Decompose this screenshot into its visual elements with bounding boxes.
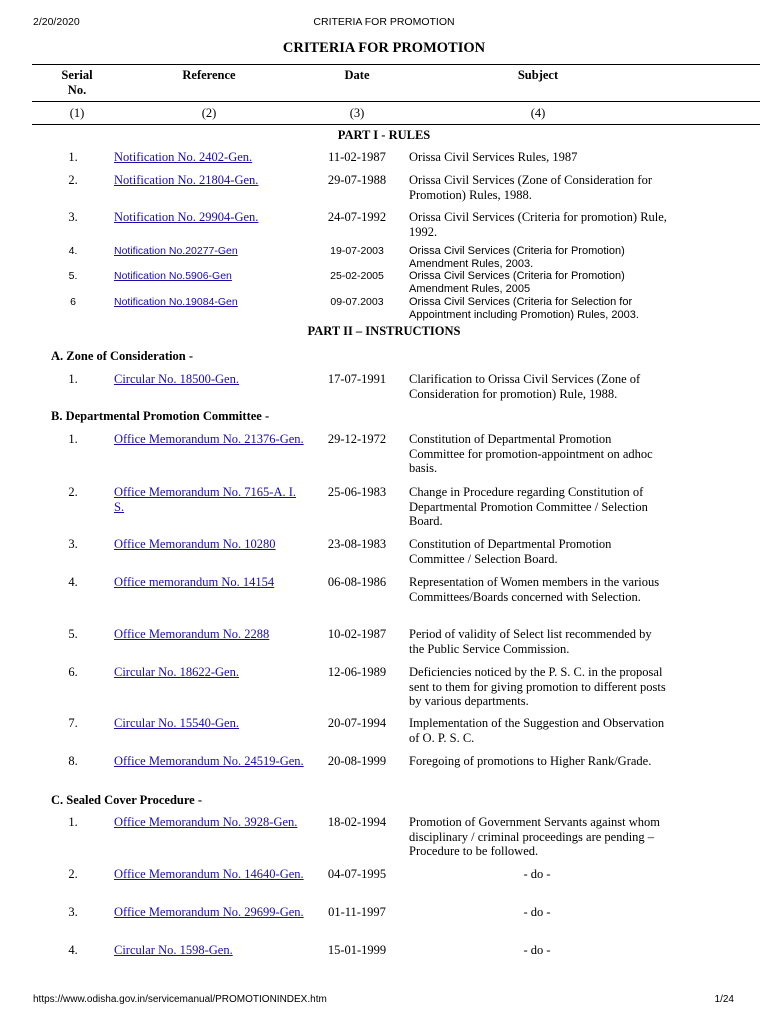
- serial-no: 7.: [68, 716, 78, 730]
- col-num-1: (1): [69, 106, 85, 120]
- date-cell: 20-08-1999: [327, 754, 387, 768]
- date-cell: 15-01-1999: [327, 943, 387, 957]
- section-b-title: B. Departmental Promotion Committee -: [51, 409, 270, 423]
- header-serial: Serial No.: [61, 68, 93, 97]
- subject-cell: Representation of Women members in the various Committees/Boards concerned with Selection.: [409, 575, 660, 604]
- part1-title: PART I - RULES: [337, 128, 431, 142]
- subject-cell: Implementation of the Suggestion and Observation of O. P. S. C.: [409, 716, 665, 745]
- subject-cell: Constitution of Departmental Promotion Committee for promotion-appointment on adhoc basis.: [409, 432, 653, 475]
- reference-link[interactable]: Office Memorandum No. 29699-Gen.: [114, 905, 304, 919]
- subject-cell: Orissa Civil Services Rules, 1987: [409, 150, 578, 164]
- subject-cell: Deficiencies noticed by the P. S. C. in the proposal sent to them for giving promotion to different posts by various departments.: [409, 665, 666, 708]
- reference-link[interactable]: Circular No. 18622-Gen.: [114, 665, 239, 679]
- reference-link[interactable]: Office Memorandum No. 14640-Gen.: [114, 867, 304, 881]
- reference-link[interactable]: Office Memorandum No. 10280: [114, 537, 276, 551]
- document-title: CRITERIA FOR PROMOTION: [282, 40, 486, 56]
- date-cell: 09-07.2003: [330, 296, 384, 308]
- reference-link[interactable]: Notification No. 2402-Gen.: [114, 150, 253, 164]
- subject-cell: Orissa Civil Services (Criteria for Selection for Appointment including Promotion) Rules, 2003.: [409, 296, 639, 321]
- reference-link[interactable]: Notification No.20277-Gen: [114, 245, 238, 257]
- subject-cell: - do -: [523, 867, 551, 881]
- subject-cell: Promotion of Government Servants against whom disciplinary / criminal proceedings are pending – Procedure to be followed.: [409, 815, 661, 858]
- reference-link[interactable]: Office Memorandum No. 3928-Gen.: [114, 815, 298, 829]
- numbers-rule: [32, 124, 760, 125]
- serial-no: 1.: [68, 815, 78, 829]
- subject-cell: - do -: [523, 905, 551, 919]
- serial-no: 1.: [68, 432, 78, 446]
- serial-no: 1.: [68, 372, 78, 386]
- section-a-title: A. Zone of Consideration -: [51, 349, 194, 363]
- header-subject: Subject: [517, 68, 559, 82]
- subject-cell: Constitution of Departmental Promotion Committee / Selection Board.: [409, 537, 612, 566]
- subject-cell: Clarification to Orissa Civil Services (Zone of Consideration for promotion) Rule, 1988.: [409, 372, 641, 401]
- subject-cell: Orissa Civil Services (Criteria for Promotion) Amendment Rules, 2003.: [409, 245, 625, 270]
- reference-link[interactable]: Notification No. 29904-Gen.: [114, 210, 259, 224]
- serial-no: 6.: [68, 665, 78, 679]
- date-cell: 25-02-2005: [330, 270, 384, 282]
- subject-cell: Period of validity of Select list recommended by the Public Service Commission.: [409, 627, 652, 656]
- reference-link[interactable]: Office Memorandum No. 24519-Gen.: [114, 754, 304, 768]
- date-cell: 24-07-1992: [327, 210, 387, 224]
- serial-no: 5.: [68, 270, 78, 282]
- serial-no: 4.: [68, 943, 78, 957]
- col-num-2: (2): [201, 106, 217, 120]
- reference-link[interactable]: Circular No. 15540-Gen.: [114, 716, 239, 730]
- reference-link[interactable]: Notification No.5906-Gen: [114, 270, 232, 282]
- col-num-3: (3): [349, 106, 365, 120]
- date-cell: 04-07-1995: [327, 867, 387, 881]
- page-number: 1/24: [714, 994, 734, 1005]
- date-cell: 20-07-1994: [327, 716, 387, 730]
- reference-link[interactable]: Notification No.19084-Gen: [114, 296, 238, 308]
- date-cell: 12-06-1989: [327, 665, 387, 679]
- serial-no: 5.: [68, 627, 78, 641]
- date-cell: 17-07-1991: [327, 372, 387, 386]
- reference-link[interactable]: Circular No. 18500-Gen.: [114, 372, 239, 386]
- print-date: 2/20/2020: [33, 16, 80, 28]
- serial-no: 4.: [68, 575, 78, 589]
- reference-link[interactable]: Office Memorandum No. 7165-A. I. S.: [114, 485, 297, 514]
- serial-no: 2.: [68, 485, 78, 499]
- date-cell: 11-02-1987: [328, 150, 386, 164]
- date-cell: 25-06-1983: [327, 485, 387, 499]
- date-cell: 01-11-1997: [328, 905, 386, 919]
- print-header-title: CRITERIA FOR PROMOTION: [313, 16, 455, 28]
- serial-no: 4.: [68, 245, 78, 257]
- serial-no: 2.: [68, 867, 78, 881]
- subject-cell: Change in Procedure regarding Constitution of Departmental Promotion Committee / Selection Board.: [409, 485, 648, 528]
- subject-cell: Orissa Civil Services (Criteria for Promotion) Amendment Rules, 2005: [409, 270, 625, 295]
- reference-link[interactable]: Office Memorandum No. 2288: [114, 627, 270, 641]
- reference-link[interactable]: Office Memorandum No. 21376-Gen.: [114, 432, 304, 446]
- print-url: https://www.odisha.gov.in/servicemanual/PROMOTIONINDEX.htm: [33, 994, 327, 1005]
- subject-cell: Orissa Civil Services (Zone of Consideration for Promotion) Rules, 1988.: [409, 173, 653, 202]
- col-num-4: (4): [530, 106, 546, 120]
- table-top-rule: [32, 64, 760, 65]
- section-c-title: C. Sealed Cover Procedure -: [51, 793, 203, 807]
- date-cell: 29-07-1988: [327, 173, 387, 187]
- header-reference: Reference: [182, 68, 236, 82]
- header-date: Date: [344, 68, 370, 82]
- date-cell: 06-08-1986: [327, 575, 387, 589]
- serial-no: 1.: [68, 150, 78, 164]
- subject-cell: - do -: [523, 943, 551, 957]
- date-cell: 18-02-1994: [327, 815, 387, 829]
- date-cell: 19-07-2003: [330, 245, 384, 257]
- reference-link[interactable]: Circular No. 1598-Gen.: [114, 943, 233, 957]
- date-cell: 10-02-1987: [327, 627, 387, 641]
- serial-no: 8.: [68, 754, 78, 768]
- serial-no: 3.: [68, 537, 78, 551]
- date-cell: 23-08-1983: [327, 537, 387, 551]
- reference-link[interactable]: Notification No. 21804-Gen.: [114, 173, 259, 187]
- part2-title: PART II – INSTRUCTIONS: [307, 324, 461, 338]
- date-cell: 29-12-1972: [327, 432, 387, 446]
- serial-no: 3.: [68, 210, 78, 224]
- subject-cell: Orissa Civil Services (Criteria for promotion) Rule, 1992.: [409, 210, 667, 239]
- subject-cell: Foregoing of promotions to Higher Rank/Grade.: [409, 754, 652, 768]
- serial-no: 6: [70, 296, 76, 308]
- reference-link[interactable]: Office memorandum No. 14154: [114, 575, 275, 589]
- header-rule: [32, 101, 760, 102]
- serial-no: 2.: [68, 173, 78, 187]
- serial-no: 3.: [68, 905, 78, 919]
